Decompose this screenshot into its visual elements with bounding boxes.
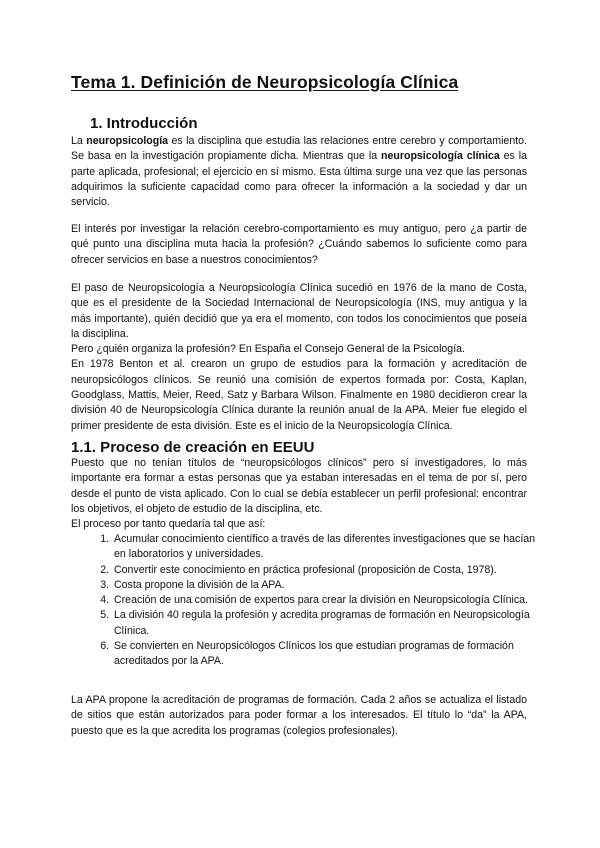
list-item: 3. Costa propone la división de la APA.: [112, 578, 546, 593]
paragraph-historia: [71, 281, 527, 434]
paragraph-interes: El interés por investigar la relación cerebro-comportamiento es muy antiguo, pero ¿a partir de qué punto una disciplina muta hacia la profesión? ¿Cuándo sabemos lo suficiente como para ofrecer servicios en base a nuestros conocimientos?: [71, 223, 527, 266]
paragraph-proceso: Puesto que no tenían títulos de “neuropsicólogos clínicos” pero sí investigadores, lo más importante era formar a estas personas que ya estaban interesadas en el tema de por sí, pero desde el punto de vista aplicado. Con lo cual se debía establecer un perfil profesional: encontrar los objetivos, el objeto de estudio de la disciplina, etc. El proceso por tanto quedaría tal que así:: [71, 456, 527, 532]
list-item: 6. Se convierten en Neuropsicólogos Clínicos los que estudian programas de formación acreditados por la APA.: [112, 639, 546, 670]
list-item: 1. Acumular conocimiento científico a través de las diferentes investigaciones que se hacían en laboratorios y universidades.: [112, 532, 546, 563]
proceso-steps-list: [93, 532, 546, 670]
list-item: 2. Convertir este conocimiento en práctica profesional (proposición de Costa, 1978).: [112, 563, 546, 578]
bold-term-neuropsicologia-clinica: neuropsicología clínica: [381, 150, 500, 163]
list-item: 5. La división 40 regula la profesión y acredita programas de formación en Neuropsicología Clínica.: [112, 608, 546, 639]
bold-term-neuropsicologia: neuropsicología: [86, 135, 169, 147]
paragraph-apa: La APA propone la acreditación de programas de formación. Cada 2 años se actualiza el listado de sitios que están autorizados para poder formar a los interesados. El título lo “da” la APA, puesto que es la que acredita los programas (colegios profesionales).: [71, 694, 527, 737]
page-title: Tema 1. Definición de Neuropsicología Clínica: [71, 72, 459, 92]
paragraph-definicion: La neuropsicología es la disciplina que estudia las relaciones entre cerebro y comportamiento. Se basa en la investigación propiamente dicha. Mientras que la neuropsicología clínica es la parte aplicada, profesional; el ejercicio en sí mismo. Esta última surge una vez que las personas adquirimos la suficiente capacidad como para ofrecer la información a la sociedad y dar un servicio.: [71, 135, 527, 209]
historia-organiza: Pero ¿quién organiza la profesión? En España el Consejo General de la Psicología.: [71, 343, 465, 356]
list-item: 4. Creación de una comisión de expertos para crear la división en Neuropsicología Clínica.: [112, 593, 546, 608]
historia-benton: En 1978 Benton et al. crearon un grupo de estudios para la formación y acreditación de neuropsicólogos clínicos. Se reunió una comisión de expertos formada por: Costa, Kaplan, Goodglass, Mattis, Meier, Reed, Satz y Barbara Wilson. Finalmente en 1980 decidieron crear la división 40 de Neuropsicología Clínica durante la reunión anual de la APA. Meier fue elegido el primer presidente de esta división. Este es el inicio de la Neuropsicología Clínica.: [71, 358, 527, 432]
section-heading-proceso: 1.1. Proceso de creación en EEUU: [71, 439, 315, 456]
section-heading-introduccion: 1. Introducción: [90, 115, 198, 132]
proceso-intro-list: El proceso por tanto quedaría tal que así:: [71, 518, 266, 531]
historia-costa: El paso de Neuropsicología a Neuropsicología Clínica sucedió en 1976 de la mano de Costa, que es el presidente de la Sociedad Internacional de Neuropsicología (INS, muy antigua y la más importante), quién decidió que ya era el momento, con todos los conocimientos que poseía la disciplina.: [71, 282, 527, 340]
